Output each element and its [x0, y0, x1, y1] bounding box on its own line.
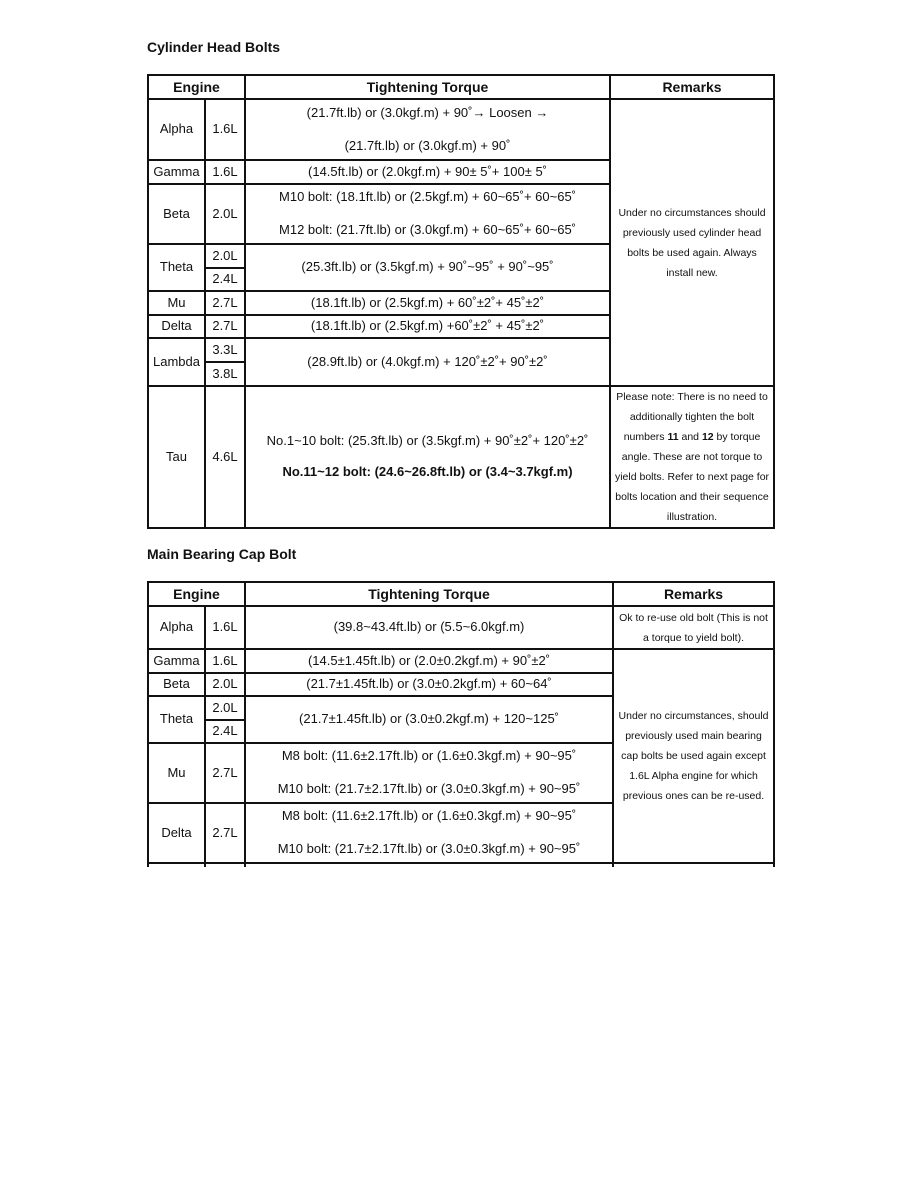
remarks-general: Under no circumstances, should previously used main bearing cap bolts be used again except 1.6L Alpha engine for which previous ones can be re-used. [613, 649, 774, 863]
engine-displacement: 2.0L [205, 673, 245, 696]
table-header-row [148, 582, 774, 606]
header-engine: Engine [148, 75, 245, 99]
engine-name: Mu [148, 743, 205, 803]
engine-displacement: 2.0L [205, 696, 245, 720]
torque-spec [245, 184, 610, 244]
engine-name: Theta [148, 696, 205, 743]
engine-displacement: 2.0L [205, 244, 245, 268]
table-row [148, 649, 774, 673]
torque-line: M8 bolt: (11.6±2.17ft.lb) or (1.6±0.3kgf.m) + 90~95˚ [281, 748, 577, 764]
table-row [148, 386, 774, 528]
remarks-alpha: Ok to re-use old bolt (This is not a torque to yield bolt). [613, 606, 774, 649]
torque-spec: (21.7±1.45ft.lb) or (3.0±0.2kgf.m) + 120~125˚ [245, 696, 613, 743]
torque-line: (21.7ft.lb) or (3.0kgf.m) + 90˚ [344, 137, 511, 153]
engine-name-text: Lambda [153, 353, 200, 369]
engine-displacement: 3.3L [206, 339, 244, 363]
torque-spec [245, 99, 610, 160]
torque-spec: (14.5ft.lb) or (2.0kgf.m) + 90± 5˚+ 100± 5˚ [245, 160, 610, 184]
engine-displacement: 2.4L [205, 720, 245, 743]
continuation-cell [205, 863, 245, 867]
torque-line: M10 bolt: (18.1ft.lb) or (2.5kgf.m) + 60~65˚+ 60~65˚ [279, 189, 577, 205]
torque-line: M10 bolt: (21.7±2.17ft.lb) or (3.0±0.3kgf.m) + 90~95˚ [277, 841, 581, 856]
torque-line: No.11~12 bolt: (24.6~26.8ft.lb) or (3.4~3.7kgf.m) [282, 464, 573, 479]
engine-name: Theta [148, 244, 205, 291]
table-row [148, 606, 774, 649]
engine-displacement: 2.0L [205, 184, 245, 244]
header-engine: Engine [148, 582, 245, 606]
header-remarks: Remarks [613, 582, 774, 606]
engine-name: Beta [148, 673, 205, 696]
bolt-number: 12 [701, 431, 714, 443]
engine-displacement-stack [205, 338, 245, 386]
continuation-cell [245, 863, 613, 867]
engine-displacement: 1.6L [205, 99, 245, 160]
torque-spec: (21.7±1.45ft.lb) or (3.0±0.2kgf.m) + 60~64˚ [245, 673, 613, 696]
header-remarks: Remarks [610, 75, 774, 99]
engine-name: Alpha [148, 99, 205, 160]
torque-spec: (18.1ft.lb) or (2.5kgf.m) + 60˚±2˚+ 45˚±2˚ [245, 291, 610, 315]
engine-name: Delta [148, 315, 205, 338]
engine-displacement: 3.8L [212, 366, 238, 381]
engine-displacement: 2.7L [205, 315, 245, 338]
torque-spec: (14.5±1.45ft.lb) or (2.0±0.2kgf.m) + 90˚±2˚ [245, 649, 613, 673]
engine-name: Gamma [148, 649, 205, 673]
continuation-cell [613, 863, 774, 867]
engine-displacement: 2.7L [205, 291, 245, 315]
header-tightening-torque: Tightening Torque [245, 75, 610, 99]
engine-name: Gamma [148, 160, 205, 184]
torque-line: M12 bolt: (21.7ft.lb) or (3.0kgf.m) + 60~65˚+ 60~65˚ [279, 222, 577, 237]
engine-displacement: 4.6L [205, 386, 245, 528]
engine-displacement: 1.6L [205, 160, 245, 184]
table-row [148, 99, 774, 160]
engine-name: Alpha [148, 606, 205, 649]
engine-name: Delta [148, 803, 205, 863]
remark-text: and [678, 431, 702, 443]
engine-name: Beta [148, 184, 205, 244]
engine-displacement: 1.6L [205, 606, 245, 649]
main-bearing-cap-bolt-table [147, 581, 775, 867]
torque-spec [245, 743, 613, 803]
torque-spec [245, 803, 613, 863]
torque-line: No.1~10 bolt: (25.3ft.lb) or (3.5kgf.m) + 90˚±2˚+ 120˚±2˚ [266, 433, 589, 449]
engine-name: Mu [148, 291, 205, 315]
remarks-tau [610, 386, 774, 528]
table-header-row [148, 75, 774, 99]
remark-text: by torque angle. These are not torque to yield bolts. Refer to next page for bolts location and their sequence illustration. [614, 431, 770, 523]
torque-spec: (28.9ft.lb) or (4.0kgf.m) + 120˚±2˚+ 90˚±2˚ [245, 338, 610, 386]
bolt-number: 11 [667, 431, 679, 443]
torque-line: M10 bolt: (21.7±2.17ft.lb) or (3.0±0.3kgf.m) + 90~95˚ [277, 781, 581, 796]
section-title-main-bearing-cap-bolt: Main Bearing Cap Bolt [147, 546, 297, 562]
engine-displacement: 2.7L [205, 743, 245, 803]
engine-name [148, 338, 205, 386]
torque-spec [245, 386, 610, 528]
remarks-general: Under no circumstances should previously used cylinder head bolts be used again. Always install new. [610, 99, 774, 386]
engine-name: Tau [148, 386, 205, 528]
section-title-cylinder-head-bolts: Cylinder Head Bolts [147, 39, 281, 55]
remark-text: Please note: There is no need to additionally tighten the bolt numbers [616, 391, 768, 443]
engine-displacement: 2.4L [205, 268, 245, 291]
torque-line: M8 bolt: (11.6±2.17ft.lb) or (1.6±0.3kgf.m) + 90~95˚ [281, 808, 577, 824]
torque-spec: (25.3ft.lb) or (3.5kgf.m) + 90˚~95˚ + 90˚~95˚ [245, 244, 610, 291]
engine-displacement: 1.6L [205, 649, 245, 673]
torque-spec: (18.1ft.lb) or (2.5kgf.m) +60˚±2˚ + 45˚±2˚ [245, 315, 610, 338]
cylinder-head-bolts-table [147, 74, 775, 529]
continuation-cell [148, 863, 205, 867]
header-tightening-torque: Tightening Torque [245, 582, 613, 606]
torque-line: (21.7ft.lb) or (3.0kgf.m) + 90˚→ Loosen → [306, 104, 549, 120]
torque-spec: (39.8~43.4ft.lb) or (5.5~6.0kgf.m) [245, 606, 613, 649]
table-row-continuation [148, 863, 774, 867]
engine-displacement: 2.7L [205, 803, 245, 863]
